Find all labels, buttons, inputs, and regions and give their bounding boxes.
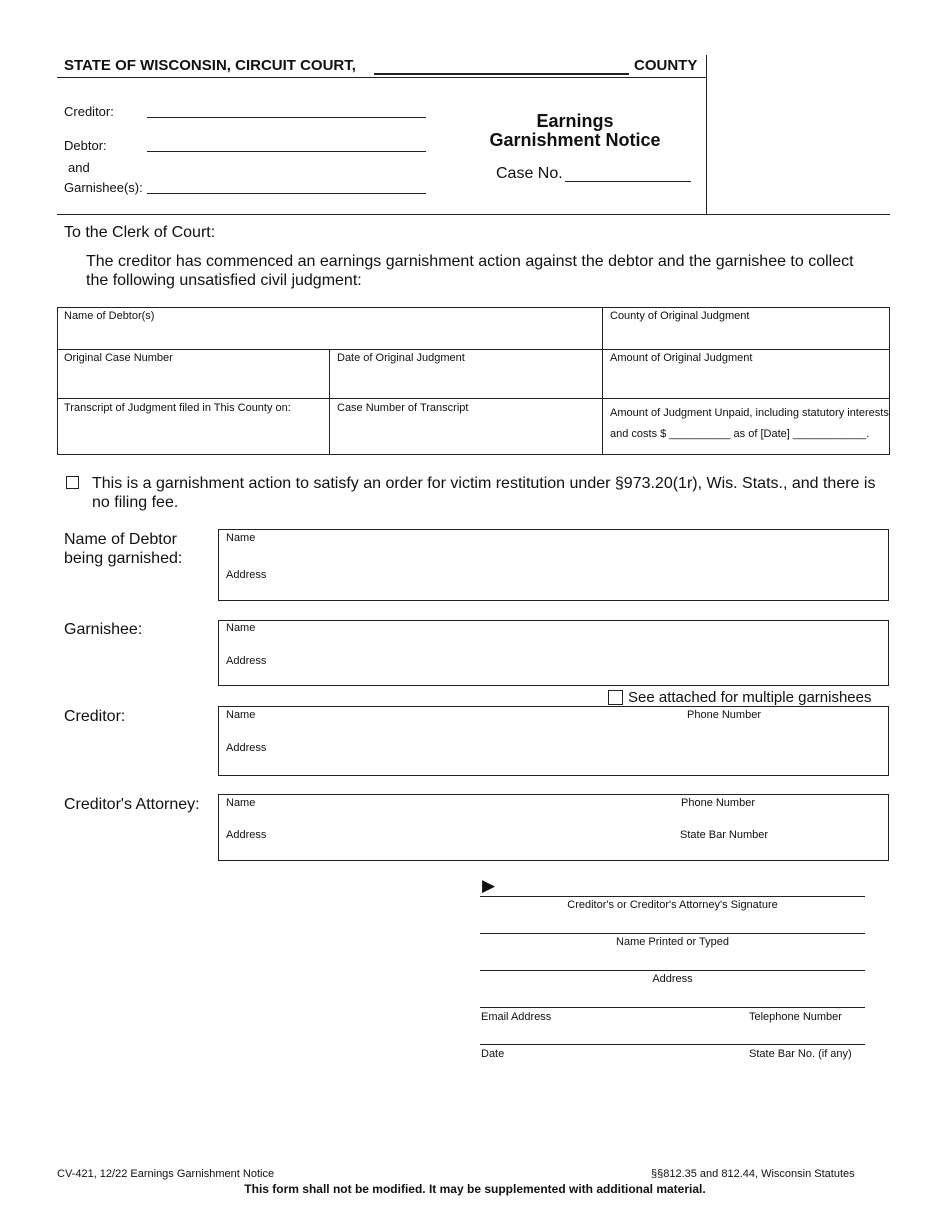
creditor-phone-field[interactable]: Phone Number xyxy=(687,709,761,721)
table-col-divider-mid xyxy=(329,349,330,455)
telephone-label: Telephone Number xyxy=(749,1011,842,1023)
attorney-phone-field[interactable]: Phone Number xyxy=(681,797,755,809)
signature-label: Creditor's or Creditor's Attorney's Signature xyxy=(567,899,778,911)
signature-line[interactable] xyxy=(480,896,865,897)
attorney-address-field[interactable]: Address xyxy=(226,829,267,841)
attorney-bar-number-field[interactable]: State Bar Number xyxy=(680,829,769,841)
header-divider xyxy=(706,55,707,215)
debtor-address-field[interactable]: Address xyxy=(226,569,267,581)
attorney-name-field[interactable]: Name xyxy=(226,797,256,809)
header-bottom-rule xyxy=(57,214,890,215)
case-no-field[interactable] xyxy=(565,165,691,182)
creditor-field[interactable] xyxy=(147,104,426,118)
restitution-text: This is a garnishment action to satisfy an order for victim restitution under §973.20(1r), Wis. Stats., and there is no filing fee. xyxy=(92,475,876,511)
signer-address-line[interactable] xyxy=(480,970,865,971)
county-of-judgment-cell[interactable]: County of Original Judgment xyxy=(610,310,750,322)
court-heading: STATE OF WISCONSIN, CIRCUIT COURT, xyxy=(64,57,356,74)
debtor-box xyxy=(218,529,889,601)
table-row-divider-2 xyxy=(57,398,890,399)
to-clerk-label: To the Clerk of Court: xyxy=(64,224,216,241)
attorney-box xyxy=(218,794,889,861)
case-number-transcript-cell[interactable]: Case Number of Transcript xyxy=(337,402,469,414)
date-label: Date xyxy=(481,1048,505,1060)
email-phone-line[interactable] xyxy=(480,1007,865,1008)
garnishee-box xyxy=(218,620,889,686)
email-label: Email Address xyxy=(481,1011,552,1023)
signer-address-label: Address xyxy=(652,973,693,985)
modification-notice: This form shall not be modified. It may be supplemented with additional material. xyxy=(244,1182,706,1196)
header-rule xyxy=(57,77,707,78)
creditor-box xyxy=(218,706,889,776)
date-of-judgment-cell[interactable]: Date of Original Judgment xyxy=(337,352,465,364)
form-title-line2: Garnishment Notice xyxy=(489,130,661,150)
county-field[interactable] xyxy=(374,58,629,75)
name-printed-label: Name Printed or Typed xyxy=(616,936,729,948)
multiple-garnishees-label: See attached for multiple garnishees xyxy=(628,689,872,706)
debtor-field[interactable] xyxy=(147,138,426,152)
debtor-label: Debtor: xyxy=(64,138,107,153)
county-label: COUNTY xyxy=(634,57,698,74)
garnishee-name-field[interactable]: Name xyxy=(226,622,256,634)
creditor-label: Creditor: xyxy=(64,104,114,119)
transcript-filed-cell[interactable]: Transcript of Judgment filed in This County on: xyxy=(64,402,291,414)
intro-statement: The creditor has commenced an earnings garnishment action against the debtor and the garnishee to collect the following unsatisfied civil judgment: xyxy=(86,253,854,289)
state-bar-label: State Bar No. (if any) xyxy=(749,1048,852,1060)
creditor-section-label: Creditor: xyxy=(64,708,126,725)
debtor-name-field[interactable]: Name xyxy=(226,532,256,544)
creditor-address-field[interactable]: Address xyxy=(226,742,267,754)
form-title-line1: Earnings xyxy=(536,111,614,131)
and-label: and xyxy=(68,160,90,175)
amount-unpaid-cell[interactable]: Amount of Judgment Unpaid, including statutory interests xyxy=(610,407,889,419)
original-case-number-cell[interactable]: Original Case Number xyxy=(64,352,173,364)
amount-of-judgment-cell[interactable]: Amount of Original Judgment xyxy=(610,352,753,364)
form-id: CV-421, 12/22 Earnings Garnishment Notice xyxy=(57,1168,275,1180)
garnishee-address-field[interactable]: Address xyxy=(226,655,267,667)
signature-arrow-icon: ▶ xyxy=(482,876,496,895)
statutes: §§812.35 and 812.44, Wisconsin Statutes xyxy=(651,1168,855,1180)
table-row-divider-1 xyxy=(57,349,890,350)
creditor-name-field[interactable]: Name xyxy=(226,709,256,721)
name-of-debtors-cell[interactable]: Name of Debtor(s) xyxy=(64,310,155,322)
garnishee-field[interactable] xyxy=(147,180,426,194)
name-printed-line[interactable] xyxy=(480,933,865,934)
debtor-garnished-label: Name of Debtor being garnished: xyxy=(64,531,183,567)
case-no-label: Case No. xyxy=(496,165,563,182)
table-col-divider-right xyxy=(602,307,603,455)
attorney-section-label: Creditor's Attorney: xyxy=(64,796,200,813)
costs-line[interactable]: and costs $ __________ as of [Date] ____________. xyxy=(610,428,870,440)
restitution-checkbox[interactable] xyxy=(66,476,79,489)
date-bar-line[interactable] xyxy=(480,1044,865,1045)
garnishee-label: Garnishee(s): xyxy=(64,180,143,195)
multiple-garnishees-checkbox[interactable] xyxy=(608,690,623,705)
garnishee-section-label: Garnishee: xyxy=(64,621,143,638)
